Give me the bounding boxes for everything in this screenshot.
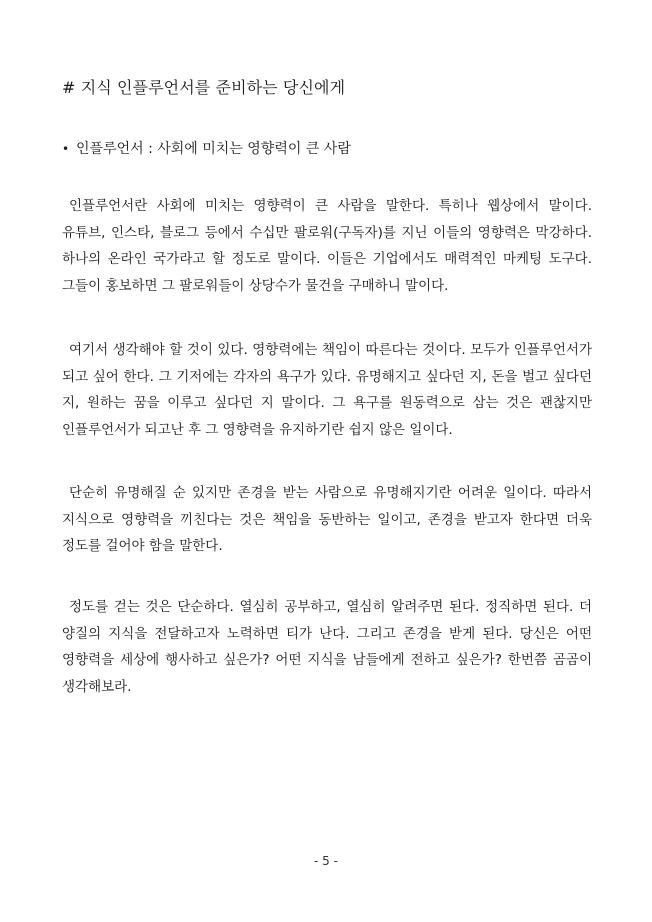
- page-number: - 5 -: [314, 854, 338, 868]
- body-paragraph-4: 정도를 걷는 것은 단순하다. 열심히 공부하고, 열심히 알려주면 된다. 정직하면 된다. 더 양질의 지식을 전달하고자 노력하면 티가 난다. 그리고 존경을 받게 된다. 당신은 어떤 영향력을 세상에 행사하고 싶은가? 어떤 지식을 남들에게 전하고 싶은가? 한번쯤 곰곰이 생각해보라.: [62, 599, 592, 695]
- definition-text: 인플루언서 : 사회에 미치는 영향력이 큰 사람: [76, 141, 351, 157]
- body-paragraph-3: 단순히 유명해질 순 있지만 존경을 받는 사람으로 유명해지기란 어려운 일이다. 따라서 지식으로 영향력을 끼친다는 것은 책임을 동반하는 일이고, 존경을 받고자 한다면 더욱 정도를 걸어야 함을 말한다.: [62, 485, 592, 554]
- body-paragraph-1: 인플루언서란 사회에 미치는 영향력이 큰 사람을 말한다. 특히나 웹상에서 말이다. 유튜브, 인스타, 블로그 등에서 수십만 팔로워(구독자)를 지닌 이들의 영향력은 막강하다. 하나의 온라인 국가라고 할 정도로 말이다. 이들은 기업에서도 매력적인 마케팅 도구다. 그들이 홍보하면 그 팔로워들이 상당수가 물건을 구매하니 말이다.: [62, 198, 592, 294]
- definition-bullet-item: [62, 139, 351, 159]
- body-paragraph-2: 여기서 생각해야 할 것이 있다. 영향력에는 책임이 따른다는 것이다. 모두가 인플루언서가 되고 싶어 한다. 그 기저에는 각자의 욕구가 있다. 유명해지고 싶다던 지, 돈을 벌고 싶다던 지, 원하는 꿈을 이루고 싶다던 지 말이다. 그 욕구를 원동력으로 삼는 것은 괜찮지만 인플루언서가 되고난 후 그 영향력을 유지하기란 쉽지 않은 일이다.: [62, 342, 592, 438]
- section-heading: # 지식 인플루언서를 준비하는 당신에게: [62, 78, 346, 97]
- bullet-icon: •: [62, 142, 70, 156]
